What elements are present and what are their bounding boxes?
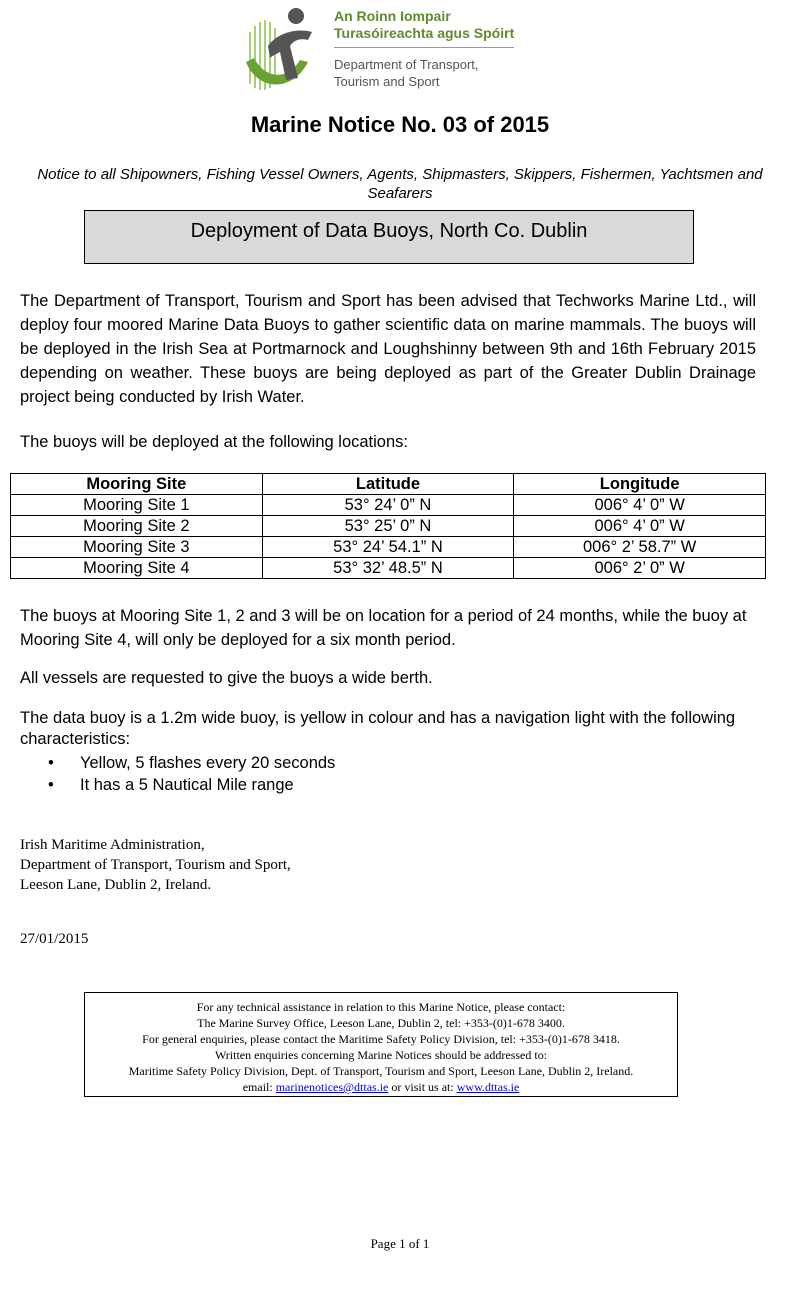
contact-box xyxy=(84,992,678,1097)
table-row xyxy=(11,516,766,537)
logo-english-line-2: Tourism and Sport xyxy=(334,74,440,89)
email-label: email: xyxy=(242,1080,276,1094)
contact-line: Maritime Safety Policy Division, Dept. of Transport, Tourism and Sport, Leeson Lane, Dublin 2, Ireland. xyxy=(128,1064,634,1078)
table-row xyxy=(11,558,766,579)
notice-date: 27/01/2015 xyxy=(20,931,89,947)
header-mooring-site: Mooring Site xyxy=(11,474,263,495)
contact-email-line xyxy=(85,1079,677,1095)
bullet-icon: • xyxy=(48,754,54,772)
address-line: Irish Maritime Administration, xyxy=(20,837,205,853)
email-link[interactable]: marinenotices@dttas.ie xyxy=(275,1080,389,1094)
notice-title: Marine Notice No. 03 of 2015 xyxy=(250,112,550,137)
address-line: Leeson Lane, Dublin 2, Ireland. xyxy=(20,877,212,893)
address-line: Department of Transport, Tourism and Sport, xyxy=(20,857,291,873)
subject-heading: Deployment of Data Buoys, North Co. Dublin xyxy=(190,220,588,242)
list-item xyxy=(48,752,335,774)
logo-irish-line-2: Turasóireachta agus Spóirt xyxy=(334,25,515,41)
harp-figure-logo-icon xyxy=(238,2,330,94)
site-name: Mooring Site 1 xyxy=(11,495,263,516)
site-latitude: 53° 24’ 0” N xyxy=(262,495,514,516)
site-longitude: 006° 2’ 58.7” W xyxy=(514,537,766,558)
logo-english-line-1: Department of Transport, xyxy=(334,57,479,72)
site-longitude: 006° 2’ 0” W xyxy=(514,558,766,579)
site-name: Mooring Site 4 xyxy=(11,558,263,579)
subject-box xyxy=(84,210,694,264)
contact-line: For any technical assistance in relation to this Marine Notice, please contact: xyxy=(196,1000,566,1014)
buoy-characteristics-intro: The data buoy is a 1.2m wide buoy, is yellow in colour and has a navigation light with the following characteristics: xyxy=(20,709,736,748)
page-number: Page 1 of 1 xyxy=(370,1236,430,1251)
visit-label: or visit us at: xyxy=(388,1080,457,1094)
header-longitude: Longitude xyxy=(514,474,766,495)
intro-paragraph: The Department of Transport, Tourism and Sport has been advised that Techworks Marine Ltd., will deploy four moored Marine Data Buoys to gather scientific data on marine mammals. The buoys will be deployed in the Irish Sea at Portmarnock and Loughshinny between 9th and 16th February 2015 depending on weather. These buoys are being deployed as part of the Greater Dublin Drainage project being conducted by Irish Water. xyxy=(20,292,756,406)
contact-line: The Marine Survey Office, Leeson Lane, Dublin 2, tel: +353-(0)1-678 3400. xyxy=(197,1016,565,1030)
site-latitude: 53° 24’ 54.1” N xyxy=(262,537,514,558)
site-name: Mooring Site 2 xyxy=(11,516,263,537)
characteristic-text: It has a 5 Nautical Mile range xyxy=(80,776,294,794)
header-latitude: Latitude xyxy=(262,474,514,495)
list-item xyxy=(48,774,335,796)
audience-notice: Notice to all Shipowners, Fishing Vessel Owners, Agents, Shipmasters, Skippers, Fishermen, Yachtsmen and Seafarers xyxy=(37,166,763,202)
characteristics-list xyxy=(48,752,335,796)
issuer-address xyxy=(20,835,291,895)
site-latitude: 53° 32’ 48.5” N xyxy=(262,558,514,579)
site-longitude: 006° 4’ 0” W xyxy=(514,516,766,537)
characteristic-text: Yellow, 5 flashes every 20 seconds xyxy=(80,754,336,772)
bullet-icon: • xyxy=(48,776,54,794)
table-header-row xyxy=(11,474,766,495)
site-longitude: 006° 4’ 0” W xyxy=(514,495,766,516)
site-latitude: 53° 25’ 0” N xyxy=(262,516,514,537)
table-row xyxy=(11,537,766,558)
wide-berth-paragraph: All vessels are requested to give the buoys a wide berth. xyxy=(20,669,433,687)
site-name: Mooring Site 3 xyxy=(11,537,263,558)
logo-irish-line-1: An Roinn Iompair xyxy=(334,8,451,24)
department-logo xyxy=(238,2,538,94)
website-link[interactable]: www.dttas.ie xyxy=(456,1080,520,1094)
mooring-sites-table xyxy=(10,473,766,579)
table-row xyxy=(11,495,766,516)
logo-divider xyxy=(334,47,514,48)
locations-intro: The buoys will be deployed at the following locations: xyxy=(20,433,408,451)
deployment-period-paragraph: The buoys at Mooring Site 1, 2 and 3 will be on location for a period of 24 months, while the buoy at Mooring Site 4, will only be deployed for a six month period. xyxy=(20,607,747,649)
contact-line: For general enquiries, please contact the Maritime Safety Policy Division, tel: +353-(0)1-678 3418. xyxy=(142,1032,620,1046)
contact-line: Written enquiries concerning Marine Notices should be addressed to: xyxy=(214,1048,548,1062)
